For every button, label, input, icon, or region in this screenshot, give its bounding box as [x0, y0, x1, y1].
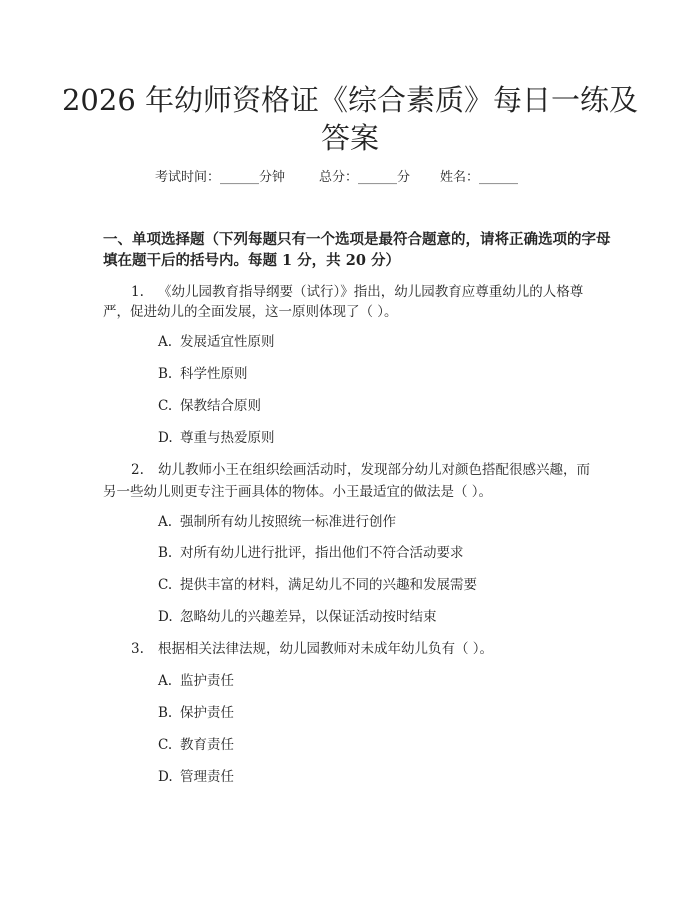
question-3-option-a — [158, 671, 234, 691]
question-2-stem-line1 — [131, 460, 590, 480]
option-text: 提供丰富的材料，满足幼儿不同的兴趣和发展需要 — [180, 577, 477, 593]
exam-score-label: 总分：______分 — [319, 170, 411, 185]
option-text: 科学性原则 — [180, 366, 248, 382]
question-2-option-d — [158, 607, 437, 627]
option-letter: D. — [158, 609, 173, 625]
question-3-stem-line1 — [131, 639, 493, 659]
question-3-number: 3. — [131, 641, 144, 657]
option-text: 保教结合原则 — [180, 398, 261, 414]
question-1-option-c — [158, 396, 261, 416]
document-title-line1: 2026 年幼师资格证《综合素质》每日一练及 — [61, 83, 639, 117]
question-2-stem-text1: 幼儿教师小王在组织绘画活动时，发现部分幼儿对颜色搭配很感兴趣，而 — [158, 462, 590, 478]
document-title-line2: 答案 — [320, 121, 379, 155]
question-1-option-a — [158, 332, 275, 352]
question-2-option-b — [158, 543, 464, 563]
exam-name-label: 姓名：______ — [440, 170, 519, 185]
question-1-option-b — [158, 364, 248, 384]
option-letter: B. — [158, 705, 173, 721]
question-3-option-b — [158, 703, 234, 723]
question-3-option-c — [158, 735, 234, 755]
option-text: 尊重与热爱原则 — [180, 430, 275, 446]
option-letter: A. — [158, 514, 173, 530]
option-text: 发展适宜性原则 — [180, 334, 275, 350]
section-heading-line1: 一、单项选择题（下列每题只有一个选项是最符合题意的，请将正确选项的字母 — [103, 231, 611, 248]
option-text: 教育责任 — [180, 737, 234, 753]
option-letter: D. — [158, 430, 173, 446]
question-2-option-c — [158, 575, 477, 595]
option-text: 强制所有幼儿按照统一标准进行创作 — [180, 514, 396, 530]
question-1-stem-text1: 《幼儿园教育指导纲要（试行）》指出，幼儿园教育应尊重幼儿的人格尊 — [158, 284, 584, 300]
option-letter: C. — [158, 398, 173, 414]
question-1-number: 1. — [131, 284, 144, 300]
question-2-stem-line2: 另一些幼儿则更专注于画具体的物体。小王最适宜的做法是（ ）。 — [103, 484, 493, 500]
option-letter: B. — [158, 366, 173, 382]
option-letter: C. — [158, 577, 173, 593]
question-3-stem-text1: 根据相关法律法规，幼儿园教师对未成年幼儿负有（ ）。 — [158, 641, 494, 657]
option-letter: D. — [158, 769, 173, 785]
option-text: 管理责任 — [180, 769, 234, 785]
question-1-stem-line1 — [131, 282, 583, 302]
option-text: 对所有幼儿进行批评，指出他们不符合活动要求 — [180, 545, 464, 561]
option-letter: C. — [158, 737, 173, 753]
question-1-stem-line2: 严，促进幼儿的全面发展，这一原则体现了（ ）。 — [103, 304, 398, 320]
option-text: 监护责任 — [180, 673, 234, 689]
section-heading-line2: 填在题干后的括号内。每题 1 分，共 20 分） — [103, 252, 400, 269]
option-text: 保护责任 — [180, 705, 234, 721]
exam-info — [155, 169, 518, 187]
question-2-option-a — [158, 512, 396, 532]
option-text: 忽略幼儿的兴趣差异，以保证活动按时结束 — [180, 609, 437, 625]
option-letter: A. — [158, 673, 173, 689]
question-3-option-d — [158, 767, 234, 787]
option-letter: B. — [158, 545, 173, 561]
question-2-number: 2. — [131, 462, 144, 478]
option-letter: A. — [158, 334, 173, 350]
question-1-option-d — [158, 428, 275, 448]
exam-time-label: 考试时间：______分钟 — [155, 170, 286, 185]
